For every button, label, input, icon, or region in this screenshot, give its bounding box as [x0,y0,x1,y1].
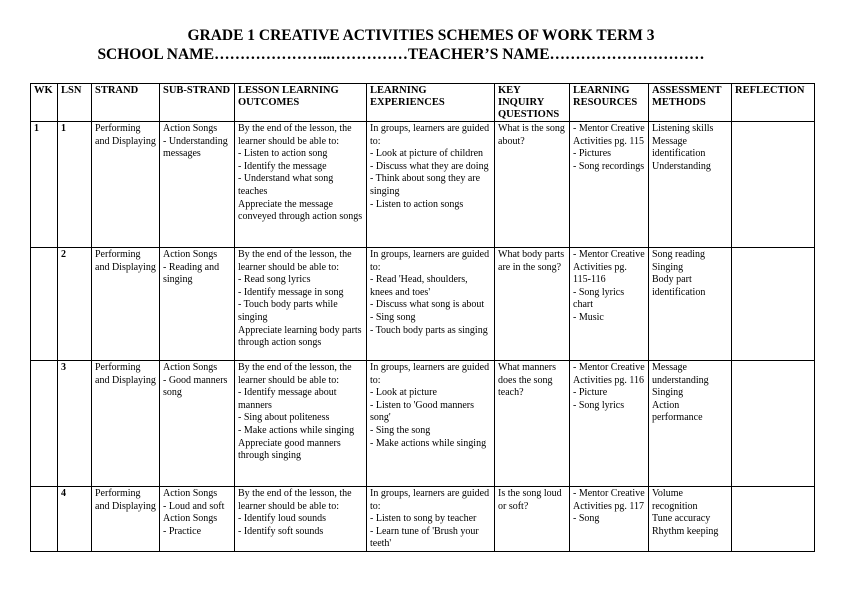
cell-strand: Performing and Displaying [92,361,160,487]
column-header-lsn: LSN [58,84,92,122]
cell-line: In groups, learners are guided to: [370,362,490,386]
table-row [31,248,815,361]
cell-strand: Performing and Displaying [92,122,160,248]
cell-sub-strand [160,122,235,248]
cell-line: Action Songs [163,123,218,134]
cell-line: Listening skills [652,123,714,134]
document-subtitle: SCHOOL NAME…………………..……………TEACHER’S NAME………………………… [97,46,705,63]
cell-experiences [367,122,495,248]
cell-reflection [732,487,815,552]
cell-sub-strand [160,248,235,361]
cell-wk: 1 [31,122,58,248]
cell-line: By the end of the lesson, the learner should be able to: [238,123,352,147]
cell-line: - Identify message in song [238,286,344,298]
cell-line: Appreciate good manners through singing [238,437,341,462]
cell-line: By the end of the lesson, the learner should be able to: [238,249,352,273]
column-header-strand: STRAND [92,84,160,122]
cell-line: By the end of the lesson, the learner should be able to: [238,488,352,512]
cell-line: - Identify soft sounds [238,525,324,537]
cell-questions: What is the song about? [495,122,570,248]
cell-line: - Listen to action song [238,148,328,160]
cell-line: - Discuss what they are doing [370,160,489,172]
cell-line: - Listen to song by teacher [370,513,477,525]
cell-line: Understanding [652,160,711,172]
cell-line: Message identification [652,135,706,160]
cell-line: Tune accuracy [652,513,711,525]
cell-line: - Listen to 'Good manners song' [370,399,475,424]
cell-line: Song reading [652,249,706,260]
cell-resources [570,487,649,552]
cell-resources [570,248,649,361]
cell-wk [31,361,58,487]
cell-line: Appreciate the message conveyed through action songs [238,198,363,223]
cell-line: - Touch body parts while singing [238,299,338,323]
cell-reflection [732,122,815,248]
cell-line: Singing [652,387,684,399]
cell-line: - Think about song they are singing [370,173,481,197]
cell-lsn: 3 [58,361,92,487]
cell-line: - Identify the message [238,160,327,172]
cell-questions: Is the song loud or soft? [495,487,570,552]
cell-resources [570,122,649,248]
cell-line: - Mentor Creative Activities pg. 117 [573,488,645,512]
cell-line: - Read 'Head, shoulders, knees and toes' [370,274,468,298]
column-header-outcomes: LESSON LEARNING OUTCOMES [235,84,367,122]
cell-assessment [649,487,732,552]
cell-experiences [367,361,495,487]
cell-line: - Loud and soft [163,500,225,512]
cell-line: Message understanding [652,362,709,386]
column-header-assessment: ASSESSMENT METHODS [649,84,732,122]
cell-line: - Read song lyrics [238,274,311,286]
table-row [31,122,815,248]
cell-lsn: 1 [58,122,92,248]
cell-questions: What body parts are in the song? [495,248,570,361]
cell-line: Action Songs [163,513,218,525]
cell-assessment [649,248,732,361]
column-header-sub-strand: SUB-STRAND [160,84,235,122]
cell-line: Action Songs [163,249,218,260]
cell-experiences [367,248,495,361]
cell-strand: Performing and Displaying [92,487,160,552]
cell-assessment [649,122,732,248]
cell-outcomes [235,487,367,552]
cell-line: - Touch body parts as singing [370,324,488,336]
cell-line: - Practice [163,525,202,537]
cell-line: Appreciate learning body parts through action songs [238,324,362,349]
cell-line: - Identify loud sounds [238,513,327,525]
cell-sub-strand [160,361,235,487]
cell-line: - Make actions while singing [238,424,355,436]
cell-line: - Sing the song [370,424,431,436]
table-header-row [31,84,815,122]
cell-line: - Sing song [370,311,416,323]
cell-line: Body part identification [652,274,706,298]
cell-questions: What manners does the song teach? [495,361,570,487]
cell-line: Volume recognition [652,488,698,512]
cell-assessment [649,361,732,487]
cell-line: - Mentor Creative Activities pg. 116 [573,362,645,386]
cell-line: Singing [652,261,684,273]
cell-line: - Music [573,311,604,323]
cell-reflection [732,248,815,361]
cell-line: - Discuss what song is about [370,299,485,311]
cell-line: - Good manners song [163,374,228,399]
cell-line: - Picture [573,387,608,399]
column-header-reflection: REFLECTION [732,84,815,122]
cell-line: - Mentor Creative Activities pg. 115-116 [573,249,645,286]
cell-line: - Look at picture of children [370,148,484,160]
table-row [31,361,815,487]
cell-line: - Listen to action songs [370,198,464,210]
cell-outcomes [235,248,367,361]
cell-line: In groups, learners are guided to: [370,123,490,147]
cell-line: - Mentor Creative Activities pg. 115 [573,123,645,147]
cell-line: - Learn tune of 'Brush your teeth' [370,525,479,550]
cell-outcomes [235,122,367,248]
table-row [31,487,815,552]
cell-resources [570,361,649,487]
cell-line: Rhythm keeping [652,525,719,537]
cell-line: - Reading and singing [163,261,220,286]
cell-line: Action performance [652,399,703,424]
cell-line: - Song lyrics chart [573,286,625,311]
cell-outcomes [235,361,367,487]
cell-line: - Pictures [573,148,612,160]
column-header-wk: WK [31,84,58,122]
cell-line: - Song [573,513,600,525]
cell-line: In groups, learners are guided to: [370,249,490,273]
cell-wk [31,248,58,361]
cell-reflection [732,361,815,487]
cell-line: - Make actions while singing [370,437,487,449]
document-title: GRADE 1 CREATIVE ACTIVITIES SCHEMES OF WORK TERM 3 [187,27,655,44]
cell-line: In groups, learners are guided to: [370,488,490,512]
cell-sub-strand [160,487,235,552]
cell-lsn: 4 [58,487,92,552]
cell-line: - Song recordings [573,160,645,172]
schemes-of-work-table [30,83,815,552]
cell-line: By the end of the lesson, the learner should be able to: [238,362,352,386]
column-header-resources: LEARNING RESOURCES [570,84,649,122]
cell-lsn: 2 [58,248,92,361]
cell-line: - Understand what song teaches [238,173,334,197]
cell-wk [31,487,58,552]
cell-line: - Identify message about manners [238,387,337,411]
cell-line: Action Songs [163,362,218,373]
cell-line: - Song lyrics [573,399,625,411]
cell-experiences [367,487,495,552]
column-header-experiences: LEARNING EXPERIENCES [367,84,495,122]
cell-line: - Look at picture [370,387,437,399]
cell-line: - Sing about politeness [238,412,330,424]
column-header-questions: KEY INQUIRY QUESTIONS [495,84,570,122]
cell-line: - Understanding messages [163,135,228,160]
cell-line: Action Songs [163,488,218,499]
cell-strand: Performing and Displaying [92,248,160,361]
